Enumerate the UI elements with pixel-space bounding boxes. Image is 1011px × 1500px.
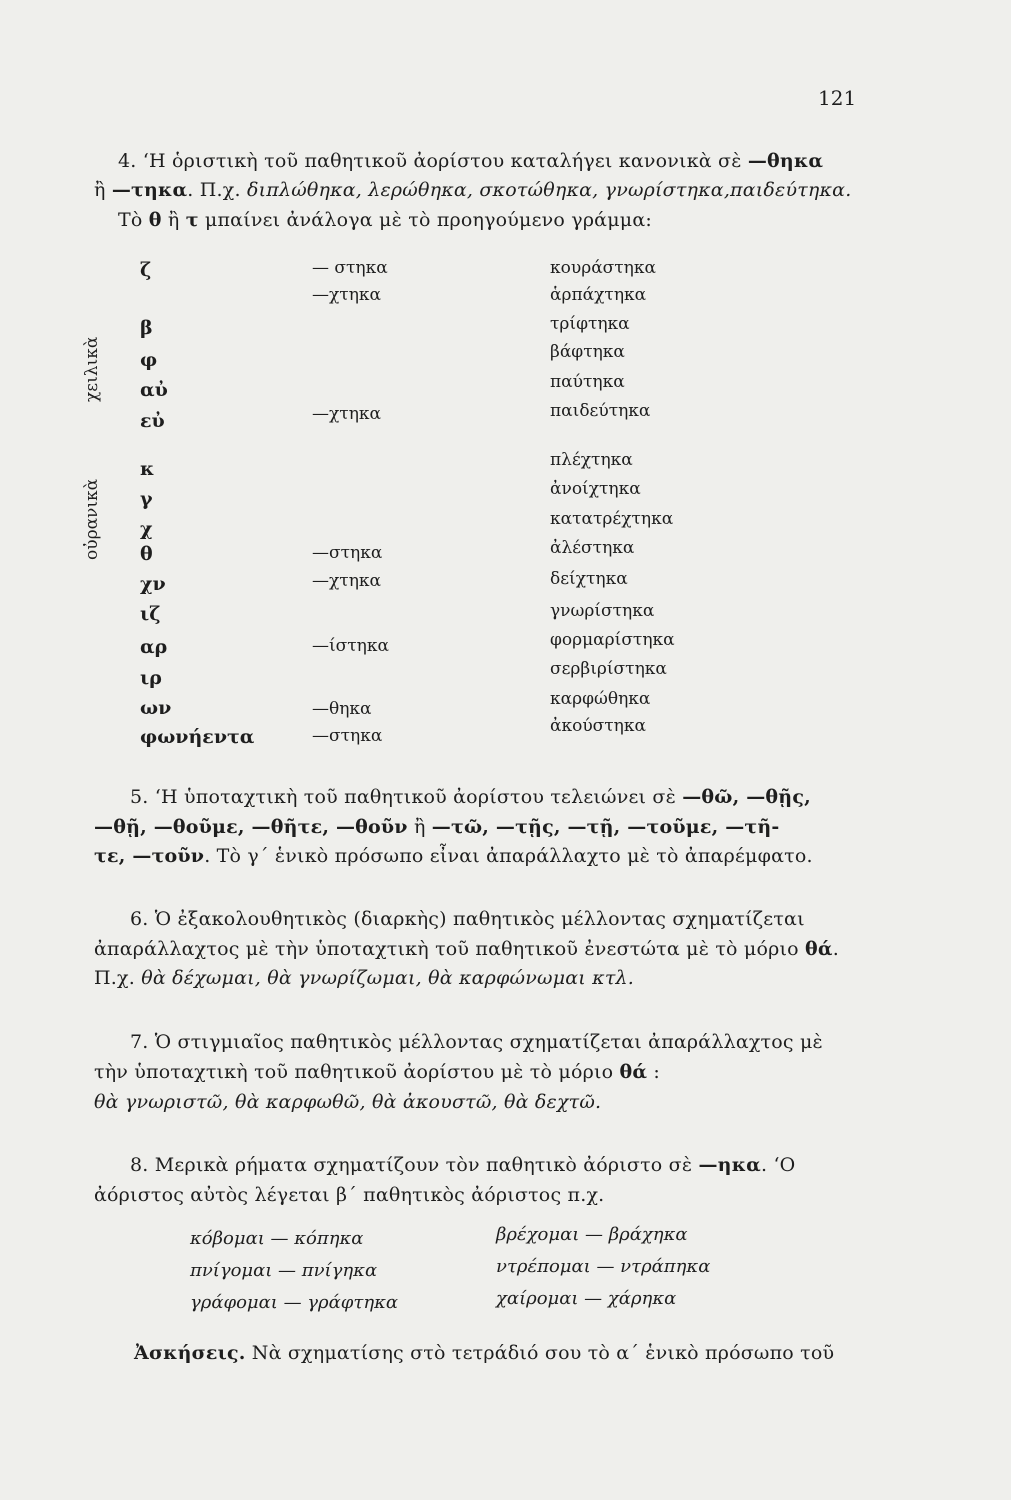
ending-thika: —θηκα bbox=[312, 699, 372, 719]
example-word: τρίφτηκα bbox=[550, 314, 630, 334]
verb-example-left: κόβομαι — κόπηκα bbox=[190, 1228, 364, 1249]
example-word: πλέχτηκα bbox=[550, 450, 633, 470]
section-6-line-1: 6. Ὁ ἐξακολουθητικὸς (διαρκὴς) παθητικὸς μέλλοντας σχηματίζεται bbox=[130, 908, 805, 930]
verb-example-left: γράφομαι — γράφτηκα bbox=[190, 1292, 399, 1313]
example-word: παιδεύτηκα bbox=[550, 401, 651, 421]
verb-example-right: βρέχομαι — βράχηκα bbox=[496, 1224, 688, 1245]
letter-vowels: φωνήεντα bbox=[140, 726, 255, 748]
example-word: δείχτηκα bbox=[550, 569, 628, 589]
section-6-line-3: Π.χ. θὰ δέχωμαι, θὰ γνωρίζωμαι, θὰ καρφώνωμαι κτλ. bbox=[94, 967, 635, 989]
ending-stika-2: —στηκα bbox=[312, 543, 383, 563]
exercises-line: Ἀσκήσεις. Νὰ σχηματίσης στὸ τετράδιό σου τὸ α΄ ἑνικὸ πρόσωπο τοῦ bbox=[134, 1342, 835, 1364]
example-word: κουράστηκα bbox=[550, 258, 656, 278]
section-7-line-2: τὴν ὑποταχτικὴ τοῦ παθητικοῦ ἀορίστου μὲ τὸ μόριο θά : bbox=[94, 1061, 661, 1083]
ending-stika-3: —στηκα bbox=[312, 726, 383, 746]
ending-stika-1: — στηκα bbox=[312, 258, 388, 278]
section-4-line-2: ἢ —τηκα. Π.χ. διπλώθηκα, λερώθηκα, σκοτώθηκα, γνωρίστηκα,παιδεύτηκα. bbox=[94, 179, 852, 201]
letter-phi: φ bbox=[140, 349, 158, 371]
letter-iota-rho: ιρ bbox=[140, 667, 162, 689]
example-word: σερβιρίστηκα bbox=[550, 659, 667, 679]
ending-chtika-2: —χτηκα bbox=[312, 404, 381, 424]
example-word: φορμαρίστηκα bbox=[550, 630, 675, 650]
section-4-line-3: Τὸ θ ἢ τ μπαίνει ἀνάλογα μὲ τὸ προηγούμενο γράμμα: bbox=[118, 209, 652, 231]
letter-zeta: ζ bbox=[140, 259, 152, 281]
label-velar: οὐρανικὰ bbox=[82, 478, 102, 560]
letter-au: αὐ bbox=[140, 379, 168, 401]
section-4-line-1: 4. ‘Η ὁριστικὴ τοῦ παθητικοῦ ἀορίστου καταλήγει κανονικὰ σὲ —θηκα bbox=[118, 150, 824, 172]
section-7-line-3: θὰ γνωριστῶ, θὰ καρφωθῶ, θὰ ἀκουστῶ, θὰ δεχτῶ. bbox=[94, 1091, 602, 1113]
example-word: παύτηκα bbox=[550, 372, 625, 392]
letter-gamma: γ bbox=[140, 488, 153, 510]
letter-theta: θ bbox=[140, 543, 153, 565]
example-word: κατατρέχτηκα bbox=[550, 509, 674, 529]
example-word: ἀκούστηκα bbox=[550, 716, 646, 736]
section-8-line-2: ἀόριστος αὐτὸς λέγεται β΄ παθητικὸς ἀόριστος π.χ. bbox=[94, 1184, 605, 1206]
section-5-line-2: —θῇ, —θοῦμε, —θῆτε, —θοῦν ἢ —τῶ, —τῇς, —τῇ, —τοῦμε, —τῆ- bbox=[94, 816, 780, 838]
section-8-line-1: 8. Μερικὰ ρήματα σχηματίζουν τὸν παθητικὸ ἀόριστο σὲ —ηκα. ‘Ο bbox=[130, 1154, 796, 1176]
letter-kappa: κ bbox=[140, 458, 155, 480]
page-number: 121 bbox=[818, 86, 857, 110]
verb-example-left: πνίγομαι — πνίγηκα bbox=[190, 1260, 378, 1281]
section-5-line-1: 5. ‘Η ὑποταχτικὴ τοῦ παθητικοῦ ἀορίστου τελειώνει σὲ —θῶ, —θῇς, bbox=[130, 786, 811, 808]
example-word: βάφτηκα bbox=[550, 342, 625, 362]
example-word: ἁρπάχτηκα bbox=[550, 285, 647, 305]
section-5-line-3: τε, —τοῦν. Τὸ γ΄ ἑνικὸ πρόσωπο εἶναι ἀπαράλλαχτο μὲ τὸ ἀπαρέμφατο. bbox=[94, 845, 813, 867]
ending-istika: —ίστηκα bbox=[312, 636, 389, 656]
ending-chtika-3: —χτηκα bbox=[312, 571, 381, 591]
verb-example-right: ντρέπομαι — ντράπηκα bbox=[496, 1256, 711, 1277]
letter-chi: χ bbox=[140, 518, 153, 540]
example-word: ἀλέστηκα bbox=[550, 538, 635, 558]
label-labial: χειλικὰ bbox=[82, 336, 102, 402]
example-word: καρφώθηκα bbox=[550, 689, 651, 709]
example-word: ἀνοίχτηκα bbox=[550, 479, 641, 499]
letter-eu: εὐ bbox=[140, 410, 165, 432]
section-7-line-1: 7. Ὁ στιγμιαῖος παθητικὸς μέλλοντας σχηματίζεται ἀπαράλλαχτος μὲ bbox=[130, 1031, 823, 1053]
example-word: γνωρίστηκα bbox=[550, 601, 655, 621]
letter-chi-nu: χν bbox=[140, 573, 166, 595]
letter-beta: β bbox=[140, 317, 153, 339]
section-6-line-2: ἀπαράλλαχτος μὲ τὴν ὑποταχτικὴ τοῦ παθητικοῦ ἐνεστώτα μὲ τὸ μόριο θά. bbox=[94, 938, 839, 960]
letter-omega-nu: ων bbox=[140, 697, 172, 719]
ending-chtika-1: —χτηκα bbox=[312, 285, 381, 305]
letter-iota-zeta: ιζ bbox=[140, 603, 161, 625]
letter-alpha-rho: αρ bbox=[140, 636, 168, 658]
verb-example-right: χαίρομαι — χάρηκα bbox=[496, 1288, 677, 1309]
